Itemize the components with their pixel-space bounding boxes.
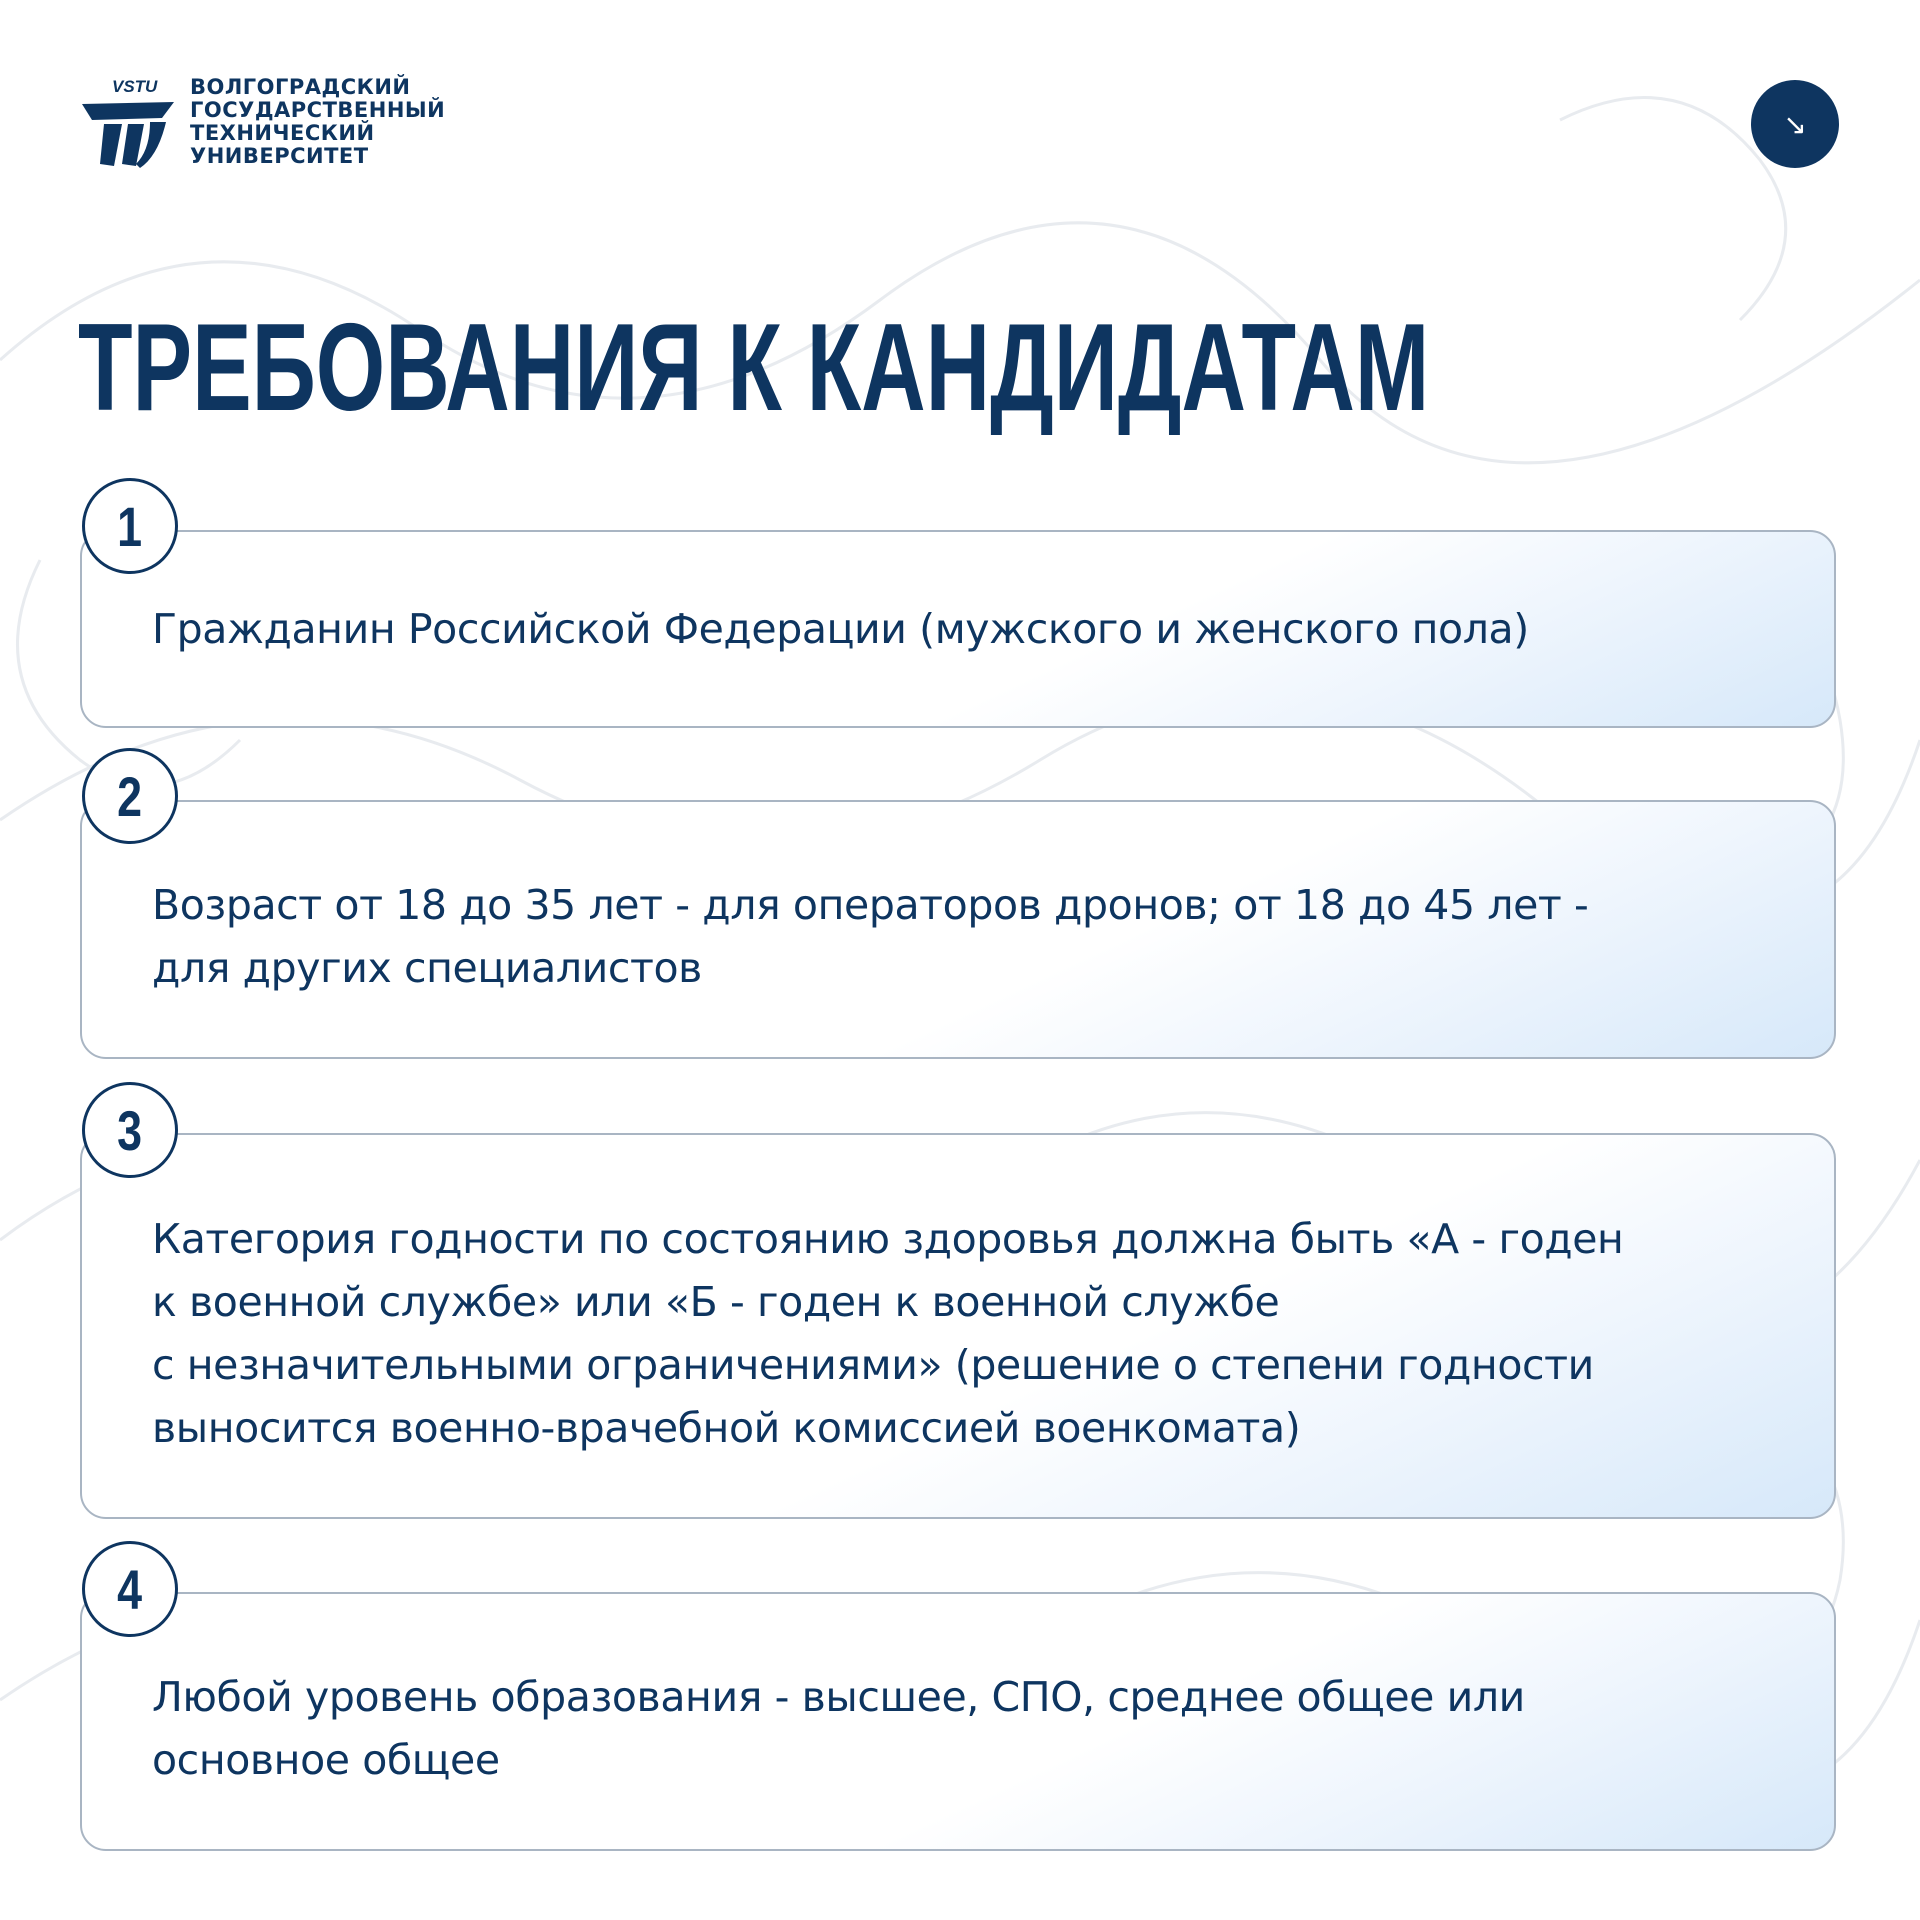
requirement-number: 1 <box>117 494 143 558</box>
requirement-number: 2 <box>117 764 143 828</box>
university-name-line: ВОЛГОГРАДСКИЙ <box>190 75 411 99</box>
university-logo <box>78 74 445 170</box>
university-name <box>190 76 445 168</box>
requirement-card-1 <box>80 530 1836 728</box>
requirement-card-4 <box>80 1592 1836 1851</box>
requirement-text <box>152 1208 1764 1460</box>
university-name-line: ГОСУДАРСТВЕННЫЙ <box>190 98 446 122</box>
requirement-text-line: с незначительными ограничениями» (решение о степени годности <box>152 1341 1594 1389</box>
requirement-text <box>152 598 1764 661</box>
requirement-number-badge <box>82 478 178 574</box>
requirement-card-3 <box>80 1133 1836 1519</box>
requirement-text-line: Возраст от 18 до 35 лет - для операторов дронов; от 18 до 45 лет - <box>152 881 1589 929</box>
requirement-text-line: к военной службе» или «Б - годен к военной службе <box>152 1278 1280 1326</box>
requirement-text-line: Любой уровень образования - высшее, СПО, среднее общее или <box>152 1673 1525 1721</box>
requirement-number: 4 <box>117 1557 143 1621</box>
requirement-text-line: Категория годности по состоянию здоровья должна быть «А - годен <box>152 1215 1624 1263</box>
requirement-number-badge <box>82 1082 178 1178</box>
requirement-card-2 <box>80 800 1836 1059</box>
requirement-number: 3 <box>117 1098 143 1162</box>
university-name-line: ТЕХНИЧЕСКИЙ <box>190 121 375 145</box>
requirement-text-line: выносится военно-врачебной комиссией военкомата) <box>152 1404 1301 1452</box>
requirement-text <box>152 874 1764 1000</box>
next-slide-button[interactable] <box>1751 80 1839 168</box>
university-emblem-icon <box>78 74 178 170</box>
requirement-text-line: основное общее <box>152 1736 500 1784</box>
requirement-text-line: Гражданин Российской Федерации (мужского и женского пола) <box>152 605 1529 653</box>
requirement-number-badge <box>82 1541 178 1637</box>
requirement-text-line: для других специалистов <box>152 944 702 992</box>
arrow-down-right-icon: ↘ <box>1783 107 1807 141</box>
requirement-number-badge <box>82 748 178 844</box>
university-name-line: УНИВЕРСИТЕТ <box>190 144 369 168</box>
page-title: ТРЕБОВАНИЯ К КАНДИДАТАМ <box>78 299 1430 437</box>
svg-text:VSTU: VSTU <box>112 77 158 96</box>
requirement-text <box>152 1666 1764 1792</box>
